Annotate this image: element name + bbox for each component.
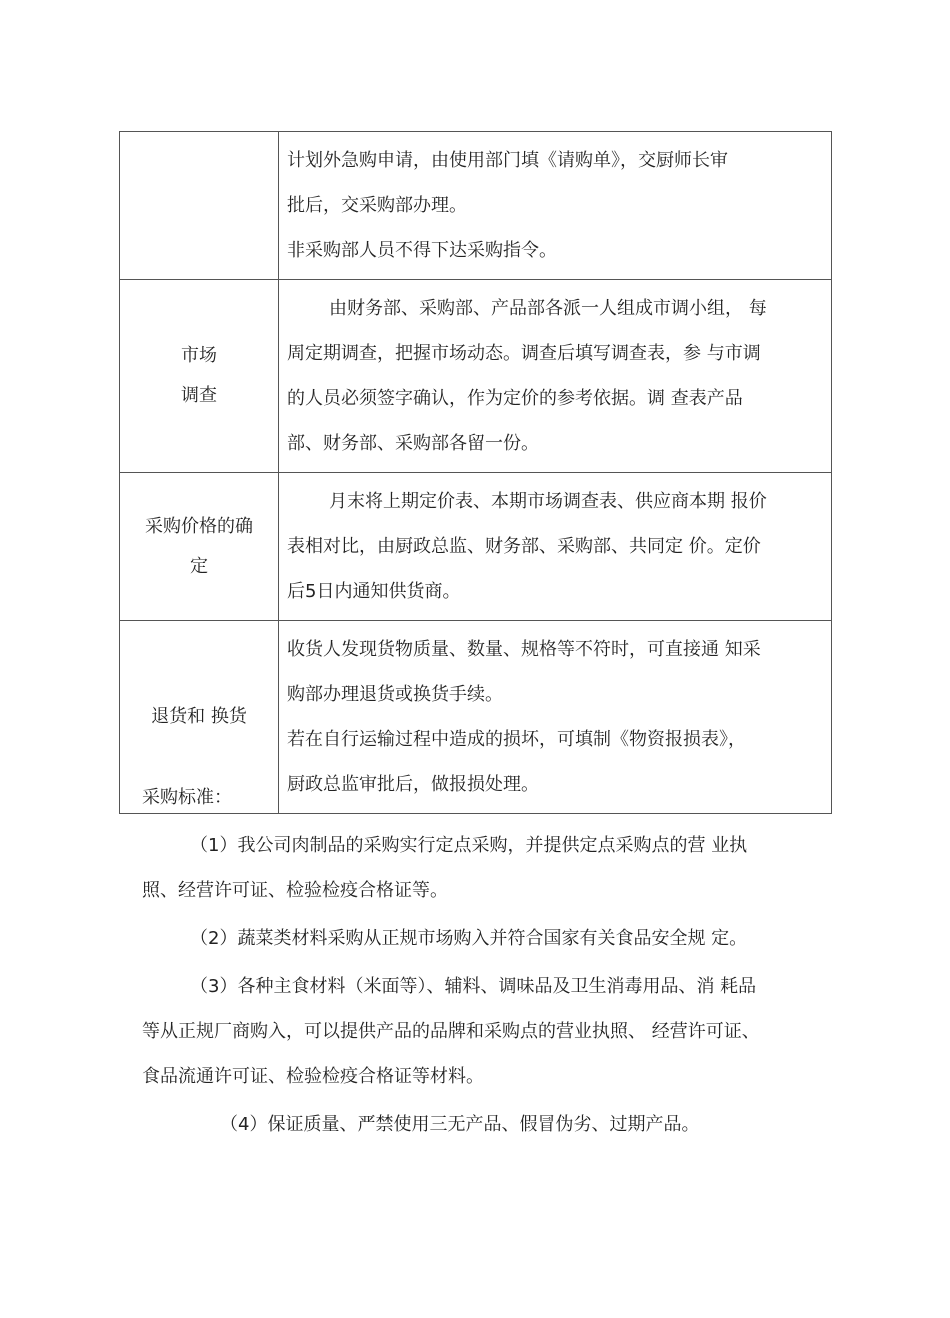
content-line: 非采购部人员不得下达采购指令。: [287, 240, 557, 261]
content-line: 厨政总监审批后，做报损处理。: [287, 774, 539, 795]
row-content-cell: [279, 280, 832, 473]
row-label-cell: [120, 132, 279, 280]
content-line: 批后，交采购部办理。: [287, 195, 467, 216]
standards-title: 采购标准：: [142, 787, 232, 808]
row-label: 调查: [181, 385, 217, 406]
content-line: 月末将上期定价表、本期市场调查表、供应商本期 报价: [329, 491, 767, 512]
content-line: 表相对比，由厨政总监、财务部、采购部、共同定 价。定价: [287, 536, 761, 557]
standard-line: 照、经营许可证、检验检疫合格证等。: [142, 880, 448, 901]
row-label: 退货和 换货: [151, 706, 247, 727]
row-label: 定: [190, 555, 208, 577]
procurement-table: [119, 131, 832, 814]
standard-item: [142, 916, 842, 961]
content-line: 部、财务部、采购部各留一份。: [287, 433, 539, 454]
content-line: 若在自行运输过程中造成的损坏，可填制《物资报损表》，: [287, 729, 746, 750]
content-line: 计划外急购申请，由使用部门填《请购单》，交厨师长审: [287, 150, 728, 171]
standard-item: [142, 1102, 842, 1147]
table-row: [120, 132, 832, 280]
row-label: 市场: [181, 345, 217, 366]
content-line: 的人员必须签字确认，作为定价的参考依据。调 查表产品: [287, 388, 743, 409]
row-label: 采购价格的确: [145, 515, 253, 537]
standard-item: [142, 964, 842, 1099]
row-label-cell: [120, 473, 279, 621]
row-content-cell: [279, 473, 832, 621]
content-line: 购部办理退货或换货手续。: [287, 684, 503, 705]
row-content-cell: [279, 132, 832, 280]
standard-line: （4）保证质量、严禁使用三无产品、假冒伪劣、过期产品。: [220, 1114, 700, 1135]
content-line: 后5日内通知供货商。: [287, 581, 461, 602]
standard-line: （3）各种主食材料（米面等）、辅料、调味品及卫生消毒用品、消 耗品: [190, 976, 757, 997]
content-line: 由财务部、采购部、产品部各派一人组成市调小组， 每: [329, 298, 767, 319]
standard-line: （2）蔬菜类材料采购从正规市场购入并符合国家有关食品安全规 定。: [190, 928, 748, 949]
standard-item: [142, 823, 842, 913]
table-row: [120, 473, 832, 621]
content-line: 周定期调查，把握市场动态。调查后填写调查表，参 与市调: [287, 343, 761, 364]
procurement-standards: [142, 775, 842, 1147]
row-label-cell: [120, 280, 279, 473]
standard-line: 食品流通许可证、检验检疫合格证等材料。: [142, 1066, 484, 1087]
content-line: 收货人发现货物质量、数量、规格等不符时，可直接通 知采: [287, 639, 761, 660]
table-row: [120, 280, 832, 473]
standard-line: 等从正规厂商购入，可以提供产品的品牌和采购点的营业执照、 经营许可证、: [142, 1021, 760, 1042]
standard-line: （1）我公司肉制品的采购实行定点采购，并提供定点采购点的营 业执: [190, 835, 748, 856]
